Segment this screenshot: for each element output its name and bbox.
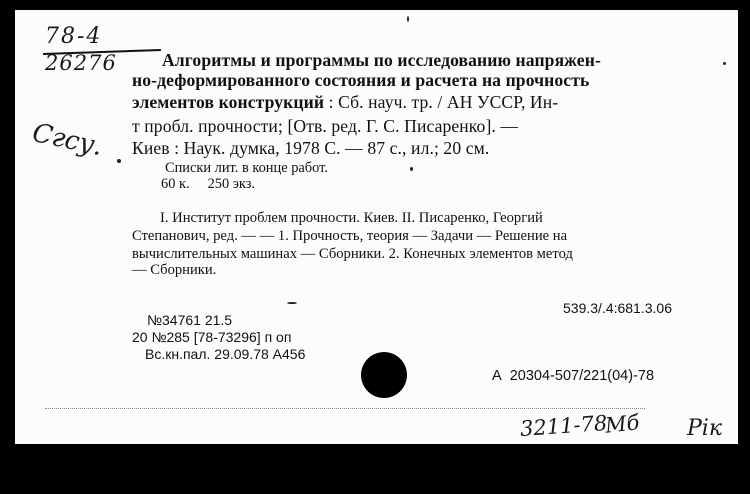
bib-line-3: элементов конструкций : Сб. науч. тр. / АН УССР, Ин- [132,92,559,112]
scan-border-right [738,10,750,444]
scan-speck [117,159,121,163]
catalog-code: А 20304-507/221(04)-78 [492,368,655,384]
call-number-top: 78-4 [45,24,103,49]
margin-handwriting: Сгсу. [29,117,106,163]
bib-line-5: Киев : Наук. думка, 1978 С. — 87 с., ил.; 20 см. [132,138,490,158]
subject-line-2: Степанович, ред. — — 1. Прочность, теория — Задачи — Решение на [132,228,568,244]
scan-speck [407,16,409,22]
record-line-2: 20 №285 [78-73296] п оп [132,329,292,345]
handwritten-initials: Мб [603,410,641,438]
notes-bibliography: Списки лит. в конце работ. [165,160,328,176]
record-number: №34761 21.5 [147,312,233,328]
bib-line-4: т пробл. прочности; [Отв. ред. Г. С. Писаренко]. — [132,116,519,136]
record-line-3: Вс.кн.пал. 29.09.78 А456 [145,346,306,362]
handwritten-right: Рік [687,416,722,441]
bib-line-2: но-деформированного состояния и расчета на прочность [132,70,590,90]
scan-speck [287,302,297,304]
subject-line-4: — Сборники. [132,262,217,278]
bottom-dotted-rule [45,408,645,409]
call-number-bottom: 26276 [45,51,117,75]
notes-price-copies: 60 к. 250 экз. [161,176,256,192]
bib-line-1: Алгоритмы и программы по исследованию напряжен- [162,50,601,70]
catalog-card [15,10,738,444]
handwritten-code: 3211-78 [519,410,608,442]
scan-speck [410,167,413,171]
subject-line-1: I. Институт проблем прочности. Киев. II. Писаренко, Георгий [160,210,543,226]
punch-hole [361,352,407,398]
scan-speck [723,62,726,65]
udc-classification: 539.3/.4:681.3.06 [563,300,672,316]
subject-line-3: вычислительных машинах — Сборники. 2. Конечных элементов метод [132,246,573,262]
